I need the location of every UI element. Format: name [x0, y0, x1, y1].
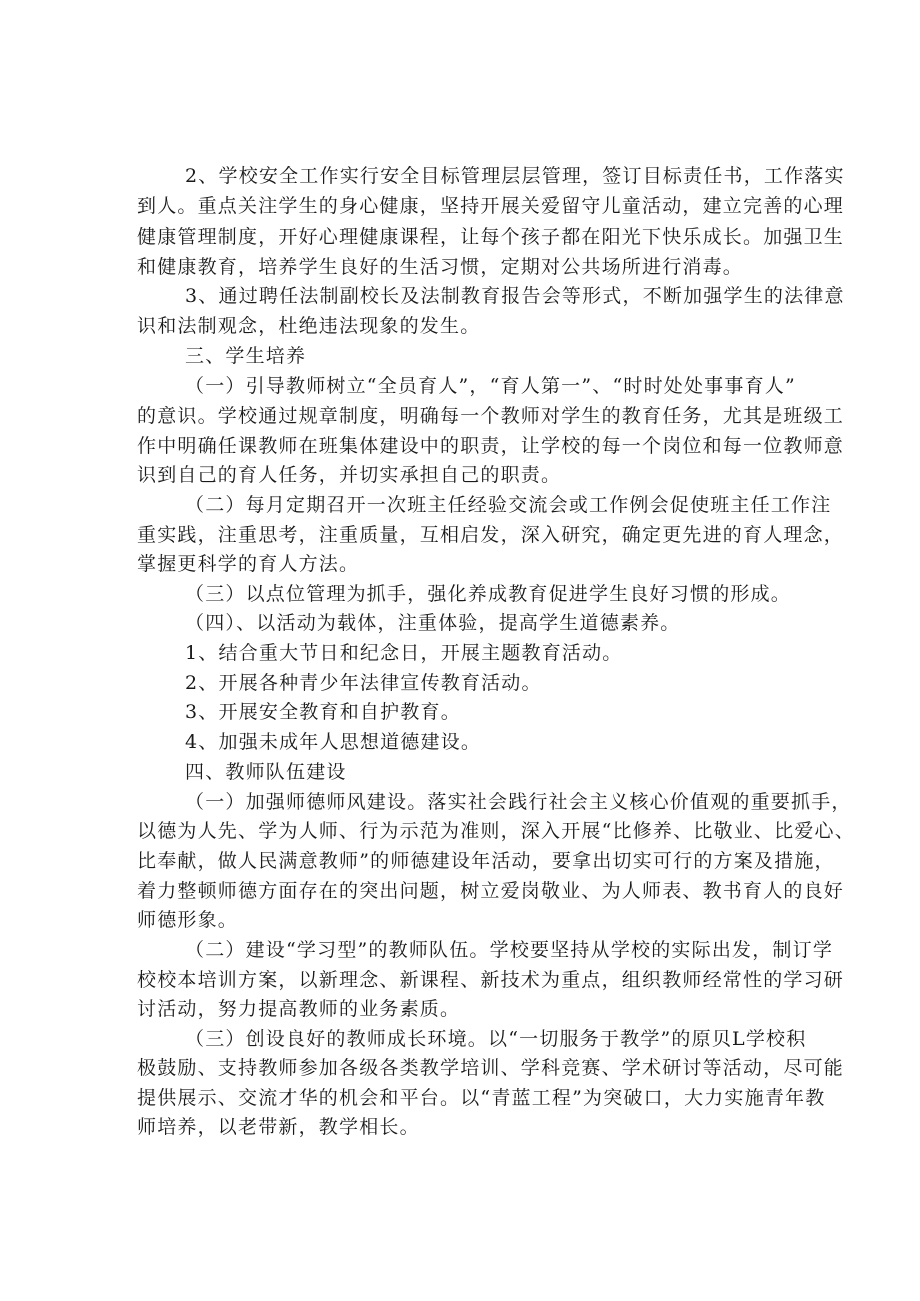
paragraph-line: 重实践，注重思考，注重质量，互相启发，深入研究，确定更先进的育人理念， [137, 524, 845, 546]
paragraph-line: 着力整顿师德方面存在的突出问题，树立爱岗敬业、为人师表、教书育人的良好 [137, 880, 845, 902]
paragraph-line: 比奉献，做人民满意教师”的师德建设年活动，要拿出切实可行的方案及措施， [137, 850, 835, 872]
paragraph-line: 健康管理制度，开好心理健康课程，让每个孩子都在阳光下快乐成长。加强卫生 [137, 226, 845, 248]
paragraph-line: 讨活动，努力提高教师的业务素质。 [137, 998, 461, 1020]
paragraph-line: 识到自己的育人任务，并切实承担自己的职责。 [137, 464, 562, 486]
paragraph-line: （四）、以活动为载体，注重体验，提高学生道德素养。 [185, 612, 681, 634]
paragraph-line: 提供展示、交流才华的机会和平台。以“青蓝工程”为突破口，大力实施青年教 [137, 1087, 826, 1109]
paragraph-line: （二）每月定期召开一次班主任经验交流会或工作例会促使班主任工作注 [185, 494, 832, 516]
paragraph-line: 校校本培训方案，以新理念、新课程、新技术为重点，组织教师经常性的学习研 [137, 969, 845, 991]
paragraph-line: 极鼓励、支持教师参加各级各类教学培训、学科竞赛、学术研讨等活动，尽可能 [137, 1057, 845, 1079]
section-heading: 四、教师队伍建设 [185, 761, 347, 783]
paragraph-line: 作中明确任课教师在班集体建设中的职责，让学校的每一个岗位和每一位教师意 [137, 435, 845, 457]
paragraph-line: （二）建设“学习型”的教师队伍。学校要坚持从学校的实际出发，制订学 [185, 939, 834, 961]
paragraph-line: 3、通过聘任法制副校长及法制教育报告会等形式，不断加强学生的法律意 [185, 285, 845, 307]
paragraph-line: 师德形象。 [137, 909, 239, 931]
paragraph-line: 掌握更科学的育人方法。 [137, 553, 360, 575]
section-heading: 三、学生培养 [185, 345, 307, 367]
list-item: 3、开展安全教育和自护教育。 [185, 701, 461, 723]
paragraph-line: 2、学校安全工作实行安全目标管理层层管理，签订目标责任书，工作落实 [185, 165, 845, 187]
paragraph-line: （三）创设良好的教师成长环境。以“一切服务于教学”的原贝L学校积 [185, 1028, 807, 1050]
list-item: 2、开展各种青少年法律宣传教育活动。 [185, 672, 542, 694]
paragraph-line: （三）以点位管理为抓手，强化养成教育促进学生良好习惯的形成。 [185, 583, 792, 605]
list-item: 1、结合重大节日和纪念日，开展主题教育活动。 [185, 642, 623, 664]
paragraph-line: 的意识。学校通过规章制度，明确每一个教师对学生的教育任务，尤其是班级工 [137, 405, 845, 427]
paragraph-line: 以德为人先、学为人师、行为示范为准则，深入开展“比修养、比敬业、比爱心、 [137, 820, 855, 842]
list-item: 4、加强未成年人思想道德建设。 [185, 731, 482, 753]
paragraph-line: 和健康教育，培养学生良好的生活习惯，定期对公共场所进行消毒。 [137, 256, 744, 278]
paragraph-line: （一）引导教师树立“全员育人”，“育人第一”、“时时处处事事育人” [185, 375, 796, 397]
paragraph-line: 师培养，以老带新，教学相长。 [137, 1116, 420, 1138]
paragraph-line: 到人。重点关注学生的身心健康，坚持开展关爱留守儿童活动，建立完善的心理 [137, 195, 845, 217]
paragraph-line: 识和法制观念，杜绝违法现象的发生。 [137, 315, 481, 337]
paragraph-line: （一）加强师德师风建设。落实社会践行社会主义核心价值观的重要抓手， [185, 791, 852, 813]
